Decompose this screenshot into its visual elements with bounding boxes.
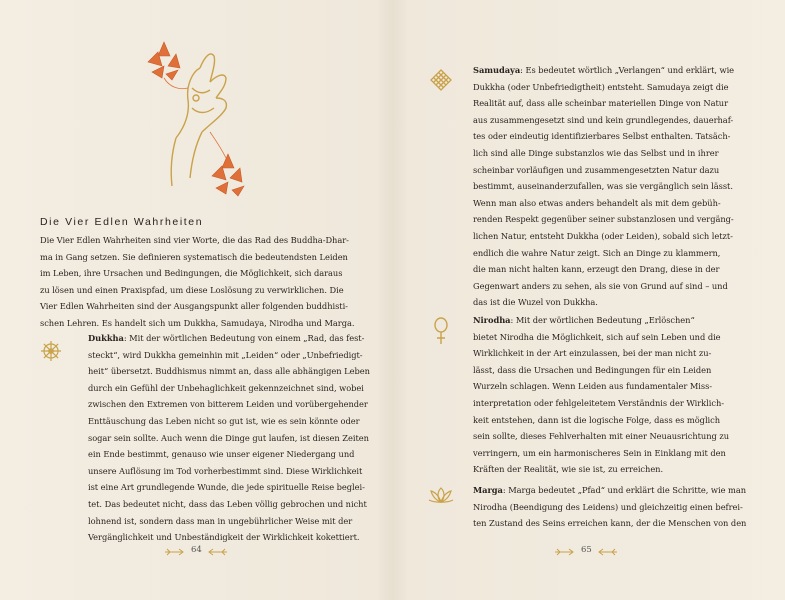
- text-line: Vergänglichkeit und Unbeständigkeit der Wirklichkeit kokettiert.: [88, 532, 360, 543]
- text-line: Dukkha (oder Unbefriedigtheit) entsteht. Samudaya zeigt die: [473, 81, 729, 92]
- text-line: ein Ende bestimmt, genauso wie unser eigener Niedergang und: [88, 449, 355, 460]
- text-line: [88, 330, 378, 347]
- marga-paragraph: [473, 482, 763, 532]
- page-number: 64: [191, 545, 202, 555]
- term-nirodha: Nirodha: [473, 315, 511, 325]
- text-line: tes oder eindeutig identifizierbares Selbst enthalten. Tatsäch-: [473, 131, 731, 142]
- text-line: Realität auf, dass alle scheinbar materiellen Dinge von Natur: [473, 98, 728, 109]
- text-line: lässt, dass die Ursachen und Bedingungen für ein Leiden: [473, 364, 712, 375]
- text-line: schen Lehren. Es handelt sich um Dukkha, Samudaya, Nirodha und Marga.: [40, 317, 355, 328]
- text-line: bestimmt, auseinanderzufallen, was sie vergänglich sein lässt.: [473, 181, 733, 192]
- text-line: Die Vier Edlen Wahrheiten sind vier Worte, die das Rad des Buddha-Dhar-: [40, 235, 349, 245]
- dukkha-paragraph: [88, 330, 378, 546]
- lotus-icon: [427, 486, 455, 504]
- text-line: Nirodha (Beendigung des Leidens) und gleichzeitig einen befrei-: [473, 501, 743, 512]
- text-line-rest: : Es bedeutet wörtlich „Verlangen“ und erklärt, wie: [520, 65, 735, 75]
- text-line: ma in Gang setzen. Sie definieren systematisch die bedeutendsten Leiden: [40, 251, 348, 262]
- text-line: zwischen den Extremen von bitterem Leiden und vorübergehender: [88, 399, 368, 410]
- text-line: scheinbar vorläufigen und zusammengesetzten Natur dazu: [473, 164, 720, 175]
- text-line: Enttäuschung das Leben nicht so gut ist, wie es sein könnte oder: [88, 415, 360, 426]
- text-line: verringern, um ein harmonischeres Sein in Einklang mit den: [473, 447, 726, 458]
- text-line: sein sollte, dieses Fehlverhalten mit einer Neuausrichtung zu: [473, 431, 729, 442]
- hand-lotus-illustration: [130, 28, 260, 198]
- text-line: Wurzeln schlagen. Wenn Leiden aus fundamentaler Miss-: [473, 381, 713, 392]
- text-line: lich sind alle Dinge substanzlos wie das Selbst und in ihrer: [473, 147, 719, 158]
- text-line: tet. Das bedeutet nicht, dass das Leben völlig gebrochen und nicht: [88, 498, 367, 509]
- text-line: interpretation oder fehlgeleitetem Verständnis der Wirklich-: [473, 397, 725, 408]
- text-line: [473, 62, 763, 79]
- nirodha-paragraph: [473, 312, 763, 478]
- text-line: im Leben, ihre Ursachen und Bedingungen, die Möglichkeit, sich daraus: [40, 268, 343, 279]
- page-number: 65: [581, 545, 592, 555]
- text-line: ist eine Art grundlegende Wunde, die jede spirituelle Reise beglei-: [88, 482, 365, 493]
- endless-knot-icon: [429, 68, 453, 92]
- text-line: die man nicht halten kann, erzeugt den Drang, diese in der: [473, 264, 720, 275]
- ankh-ring-icon: [431, 316, 451, 346]
- text-line: das ist die Wuzel von Dukkha.: [473, 297, 598, 308]
- text-line: Wirklichkeit in der Art einzulassen, bei der man nicht zu-: [473, 348, 712, 359]
- text-line: bietet Nirodha die Möglichkeit, sich auf sein Leben und die: [473, 331, 721, 342]
- text-line: heit“ übersetzt. Buddhismus nimmt an, dass alle abhängigen Leben: [88, 366, 370, 377]
- arrow-ornament-icon: [555, 548, 575, 556]
- left-page: [0, 0, 392, 600]
- text-line: Gegenwart anders zu sehen, als sie von Grund auf sind – und: [473, 280, 728, 291]
- text-line: Wenn man also etwas anders behandelt als mit dem gebüh-: [473, 197, 721, 208]
- text-line: zu lösen und einen Praxispfad, um diese Loslösung zu verwirklichen. Die: [40, 284, 344, 295]
- arrow-ornament-icon: [207, 548, 227, 556]
- text-line: [473, 312, 763, 329]
- text-line: Vier Edlen Wahrheiten sind der Ausgangspunkt aller folgenden buddhisti-: [40, 301, 348, 312]
- text-line: keit entstehen, dann ist die logische Folge, dass es möglich: [473, 414, 721, 425]
- right-page: [393, 0, 785, 600]
- text-line: lohnend ist, sondern dass man in ungebührlicher Weise mit der: [88, 515, 353, 526]
- text-line: [473, 482, 763, 499]
- text-line-rest: : Marga bedeutet „Pfad“ und erklärt die Schritte, wie man: [502, 485, 747, 495]
- text-line: endlich die wahre Natur zeigt. Sich an Dinge zu klammern,: [473, 247, 721, 258]
- term-samudaya: Samudaya: [473, 65, 521, 75]
- text-line: sogar sein sollte. Auch wenn die Dinge gut laufen, ist diesen Zeiten: [88, 432, 369, 443]
- term-marga: Marga: [473, 485, 503, 495]
- text-line: renden Respekt gegenüber seiner substanzlosen und vergäng-: [473, 214, 734, 225]
- text-line: steckt“, wird Dukkha gemeinhin mit „Leiden“ oder „Unbefriedigt-: [88, 349, 363, 360]
- term-dukkha: Dukkha: [88, 333, 124, 343]
- text-line: durch ein Gefühl der Unbehaglichkeit gekennzeichnet sind, wobei: [88, 382, 364, 393]
- text-line-rest: : Mit der wörtlichen Bedeutung „Erlöschen“: [510, 315, 695, 325]
- text-line: Kräften der Realität, wie sie ist, zu erreichen.: [473, 464, 664, 475]
- section-heading: Die Vier Edlen Wahrheiten: [40, 216, 204, 228]
- samudaya-paragraph: [473, 62, 763, 311]
- text-line: aus zusammengesetzt sind und kein grundlegendes, dauerhaf-: [473, 114, 734, 125]
- arrow-ornament-icon: [597, 548, 617, 556]
- text-line-rest: : Mit der wörtlichen Bedeutung von einem „Rad, das fest-: [123, 333, 365, 343]
- text-line: unsere Auflösung im Tod vorherbestimmt sind. Diese Wirklichkeit: [88, 465, 363, 476]
- intro-paragraph: [40, 232, 370, 332]
- arrow-ornament-icon: [165, 548, 185, 556]
- text-line: ten Zustand des Seins erreichen kann, der die Menschen von den: [473, 518, 747, 529]
- text-line: lichen Natur, entsteht Dukkha (oder Leiden), sobald sich letzt-: [473, 230, 733, 241]
- dharma-wheel-icon: [40, 340, 62, 362]
